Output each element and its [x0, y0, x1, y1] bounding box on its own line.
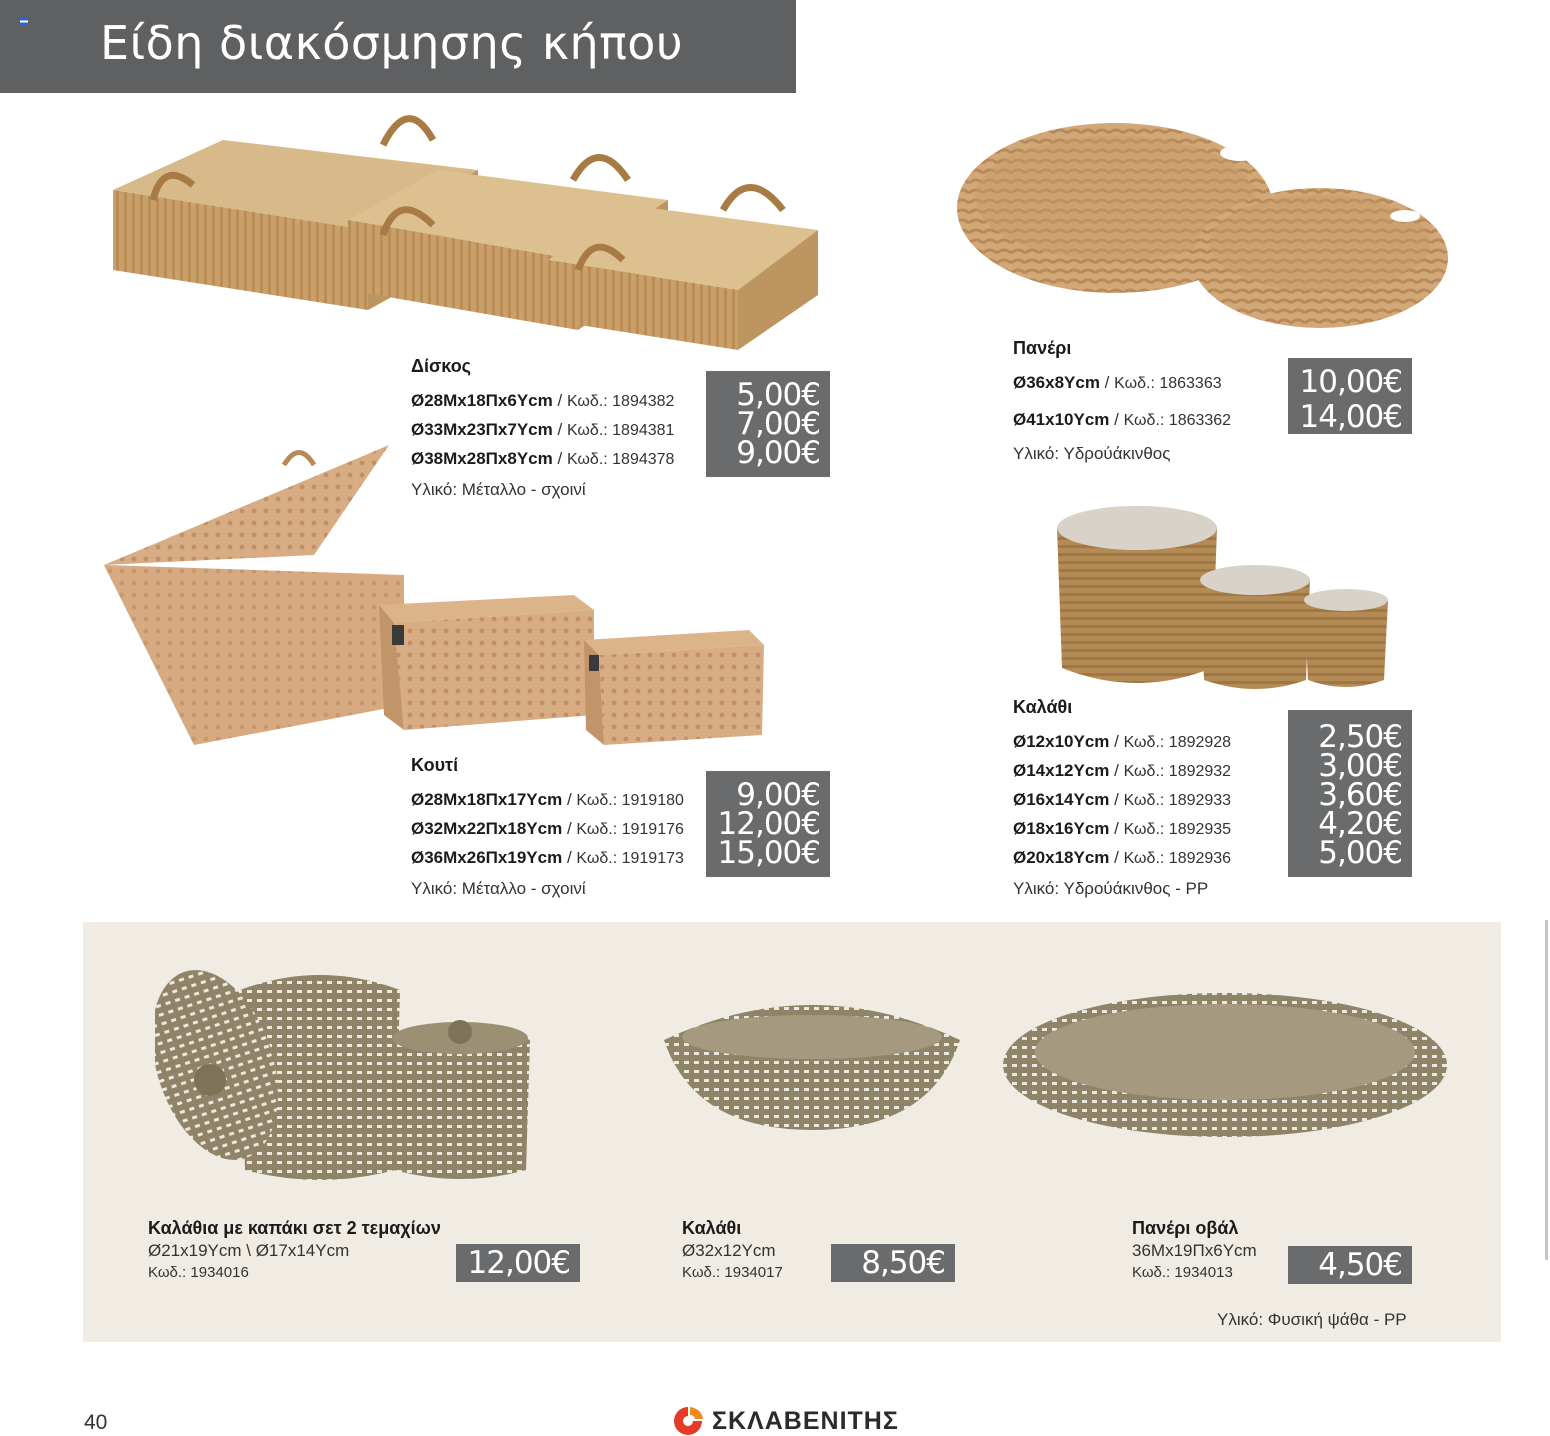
- product-dimensions: Ø28Mx18Πx6Ycm: [411, 391, 553, 410]
- price-box-diskos: [706, 371, 830, 477]
- product-dimensions: Ø28Mx18Πx17Ycm: [411, 790, 563, 809]
- product-dimensions: Ø16x14Ycm: [1013, 790, 1110, 809]
- product-material: Υλικό: Υδρούάκινθος: [1013, 444, 1171, 463]
- product-name-bowl: Καλάθι: [682, 1218, 742, 1238]
- price-box-kalathi: [1288, 710, 1412, 877]
- round-trays-image: [955, 118, 1450, 330]
- product-code: Κωδ.: 1934013: [1132, 1264, 1233, 1281]
- product-row: Ø41x10Ycm / Κωδ.: 1863362: [1013, 410, 1232, 429]
- price: 9,00€: [736, 777, 820, 813]
- product-dimensions: Ø14x12Ycm: [1013, 761, 1110, 780]
- page-edge-strip: [1545, 920, 1548, 1260]
- flag-icon: [20, 18, 28, 25]
- product-dimensions: 36Mx19Πx6Ycm: [1132, 1241, 1257, 1260]
- product-code: Κωδ.: 1919180: [576, 792, 684, 809]
- tray-baskets-image: [108, 110, 823, 355]
- price: 3,00€: [1318, 748, 1402, 784]
- product-code: Κωδ.: 1919173: [576, 850, 684, 867]
- product-name-kalathi: Καλάθι: [1013, 697, 1073, 717]
- product-code: Κωδ.: 1934016: [148, 1264, 249, 1281]
- planter-baskets-image: [1052, 500, 1392, 692]
- product-code: Κωδ.: 1894378: [566, 451, 675, 468]
- product-dimensions: Ø38Mx28Πx8Ycm: [411, 449, 553, 468]
- product-row: Ø16x14Ycm / Κωδ.: 1892933: [1013, 790, 1232, 809]
- price: 5,00€: [1318, 835, 1402, 871]
- product-name-paneri: Πανέρι: [1013, 338, 1072, 358]
- price: 14,00€: [1299, 399, 1402, 435]
- price: 10,00€: [1299, 364, 1402, 400]
- product-row: Ø18x16Ycm / Κωδ.: 1892935: [1013, 819, 1232, 838]
- product-name-oval: Πανέρι οβάλ: [1132, 1218, 1239, 1238]
- product-dimensions: Ø41x10Ycm: [1013, 410, 1110, 429]
- bottom-material: Υλικό: Φυσική ψάθα - PP: [1217, 1310, 1407, 1329]
- page-header: [0, 0, 796, 93]
- product-dimensions: Ø20x18Ycm: [1013, 848, 1110, 867]
- product-dimensions: Ø32Mx22Πx18Ycm: [411, 819, 563, 838]
- product-row: Ø36x8Ycm / Κωδ.: 1863363: [1013, 373, 1222, 392]
- price: 4,20€: [1318, 806, 1402, 842]
- price: 9,00€: [736, 435, 820, 471]
- product-row: Ø33Mx23Πx7Ycm / Κωδ.: 1894381: [411, 420, 675, 439]
- product-row: Ø12x10Ycm / Κωδ.: 1892928: [1013, 732, 1232, 751]
- product-row: Ø14x12Ycm / Κωδ.: 1892932: [1013, 761, 1232, 780]
- price-box-lidded-set: 12,00€: [456, 1244, 580, 1282]
- page-title: Είδη διακόσμησης κήπου: [100, 16, 684, 70]
- brand-name: ΣΚΛΑΒΕΝΙΤΗΣ: [712, 1407, 899, 1435]
- product-code: Κωδ.: 1934017: [682, 1264, 783, 1281]
- price-box-paneri: [1288, 358, 1412, 434]
- product-code: Κωδ.: 1863363: [1114, 375, 1222, 392]
- product-code: Κωδ.: 1892933: [1123, 792, 1232, 809]
- product-code: Κωδ.: 1863362: [1123, 412, 1232, 429]
- product-name-koyti: Κουτί: [411, 755, 459, 775]
- lidded-baskets-image: [155, 970, 535, 1185]
- product-code: Κωδ.: 1894381: [566, 422, 675, 439]
- product-row: Ø32Mx22Πx18Ycm / Κωδ.: 1919176: [411, 819, 684, 838]
- product-code: Κωδ.: 1892928: [1123, 734, 1232, 751]
- product-material: Υλικό: Υδρούάκινθος - PP: [1013, 879, 1209, 898]
- product-dimensions: Ø36x8Ycm: [1013, 373, 1100, 392]
- product-name-diskos: Δίσκος: [411, 356, 472, 376]
- price-box-oval: 4,50€: [1288, 1246, 1412, 1284]
- product-material: Υλικό: Μέταλλο - σχοινί: [411, 879, 586, 898]
- price: 3,60€: [1318, 777, 1402, 813]
- price-box-bowl: 8,50€: [831, 1244, 955, 1282]
- product-dimensions: Ø21x19Ycm \ Ø17x14Ycm: [148, 1241, 350, 1260]
- product-row: Ø36Mx26Πx19Ycm / Κωδ.: 1919173: [411, 848, 684, 867]
- product-code: Κωδ.: 1919176: [576, 821, 684, 838]
- page-number: 40: [84, 1411, 108, 1434]
- product-dimensions: Ø12x10Ycm: [1013, 732, 1110, 751]
- brand-logo-icon: [672, 1406, 704, 1436]
- product-dimensions: Ø33Mx23Πx7Ycm: [411, 420, 553, 439]
- product-code: Κωδ.: 1892932: [1123, 763, 1232, 780]
- product-name-lidded-set: Καλάθια με καπάκι σετ 2 τεμαχίων: [148, 1218, 441, 1238]
- product-dimensions: Ø18x16Ycm: [1013, 819, 1110, 838]
- price: 15,00€: [717, 835, 820, 871]
- price: 5,00€: [736, 377, 820, 413]
- product-row: Ø28Mx18Πx17Ycm / Κωδ.: 1919180: [411, 790, 684, 809]
- product-row: Ø28Mx18Πx6Ycm / Κωδ.: 1894382: [411, 391, 675, 410]
- price-box-koyti: [706, 771, 830, 877]
- price: 7,00€: [736, 406, 820, 442]
- product-code: Κωδ.: 1892935: [1123, 821, 1232, 838]
- product-dimensions: Ø36Mx26Πx19Ycm: [411, 848, 563, 867]
- product-material: Υλικό: Μέταλλο - σχοινί: [411, 480, 586, 499]
- price: 2,50€: [1318, 719, 1402, 755]
- seagrass-bowl-image: [662, 1005, 962, 1130]
- product-dimensions: Ø32x12Ycm: [682, 1241, 776, 1260]
- product-code: Κωδ.: 1892936: [1123, 850, 1232, 867]
- product-row: Ø38Mx28Πx8Ycm / Κωδ.: 1894378: [411, 449, 675, 468]
- product-row: Ø20x18Ycm / Κωδ.: 1892936: [1013, 848, 1232, 867]
- oval-tray-image: [1000, 990, 1450, 1150]
- product-code: Κωδ.: 1894382: [566, 393, 675, 410]
- price: 12,00€: [717, 806, 820, 842]
